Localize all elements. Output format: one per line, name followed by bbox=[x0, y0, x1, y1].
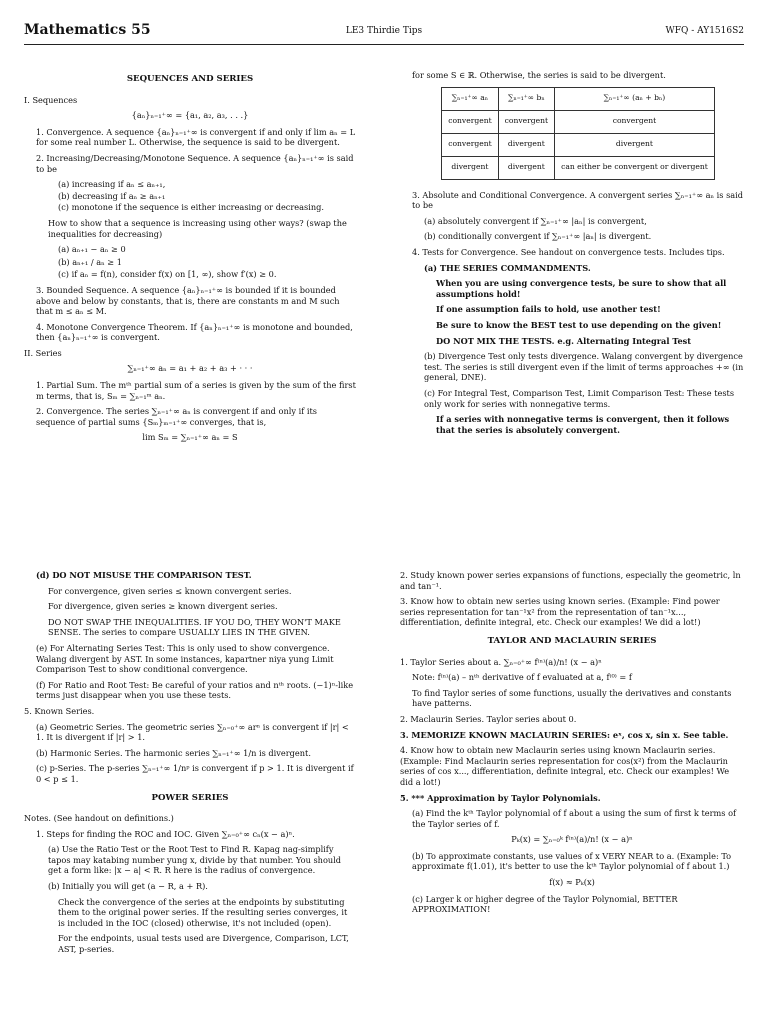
table-row bbox=[442, 87, 715, 110]
list-item: 3. Bounded Sequence. A sequence {aₙ}ₙ₌₁⁺∞ is bounded if it is bounded above and below by constants, that is, there are constants m and M such that m ≤ aₙ ≤ M. bbox=[36, 284, 340, 317]
taylor-title: TAYLOR AND MACLAURIN SERIES bbox=[487, 635, 657, 646]
table-cell: convergent bbox=[555, 110, 715, 133]
table-cell: divergent bbox=[555, 133, 715, 156]
table-cell: convergent bbox=[442, 110, 498, 133]
list-item: (b) Initially you will get (a − R, a + R). bbox=[48, 881, 208, 892]
list-item: (c) monotone if the sequence is either increasing or decreasing. bbox=[58, 202, 324, 213]
table-cell: ∑ₙ₌₁⁺∞ aₙ bbox=[442, 87, 498, 110]
series-definition: ∑ₙ₌₁⁺∞ aₙ = a₁ + a₂ + a₃ + · · · bbox=[127, 363, 253, 374]
list-item: (b) Harmonic Series. The harmonic series ∑ₙ₌₁⁺∞ 1/n is divergent. bbox=[36, 747, 311, 758]
tests-heading: 4. Tests for Convergence. See handout on convergence tests. Includes tips. bbox=[412, 246, 725, 257]
sequence-definition: {aₙ}ₙ₌₁⁺∞ = {a₁, a₂, a₃, . . .} bbox=[131, 110, 249, 121]
list-item: (a) increasing if aₙ ≤ aₙ₊₁, bbox=[58, 179, 166, 190]
list-item: (c) For Integral Test, Comparison Test, Limit Comparison Test: These tests only work for series with nonnegative terms. bbox=[424, 387, 735, 409]
list-item: 2. Study known power series expansions of functions, especially the geometric, ln and tan⁻¹. bbox=[400, 570, 741, 591]
list-item: (c) p-Series. The p-series ∑ₙ₌₁⁺∞ 1/nᵖ is convergent if p > 1. It is divergent if 0 < p ≤ 1. bbox=[36, 763, 354, 784]
page-header bbox=[24, 22, 744, 45]
taylor-polynomial: Pₖ(x) = ∑ₙ₌₀ᵏ f⁽ⁿ⁾(a)/n! (x − a)ⁿ bbox=[511, 834, 633, 845]
list-item: (b) decreasing if aₙ ≥ aₙ₊₁ bbox=[58, 190, 166, 201]
approximation: f(x) ≈ Pₖ(x) bbox=[549, 877, 595, 888]
list-item: (b) aₙ₊₁ / aₙ ≥ 1 bbox=[58, 256, 122, 267]
table-cell: ∑ₙ₌₁⁺∞ (aₙ + bₙ) bbox=[555, 87, 715, 110]
series-table bbox=[441, 87, 715, 180]
list-item: 3. Know how to obtain new series using known series. (Example: Find power series representation for tan⁻¹x² from the representation of tan⁻¹x..., differentiation, definite integral, etc. Check our examples! We did a lot!) bbox=[400, 596, 720, 628]
commandment: When you are using convergence tests, be sure to show that all assumptions hold! bbox=[436, 278, 727, 299]
note-text: To find Taylor series of some functions, usually the derivatives and constants have patterns. bbox=[412, 687, 732, 709]
list-item: 1. Convergence. A sequence {aₙ}ₙ₌₁⁺∞ is convergent if and only if lim aₙ = L for some real number L. Otherwise, the sequence is said to be divergent. bbox=[36, 126, 356, 148]
note-text: For the endpoints, usual tests used are Divergence, Comparison, LCT, AST, p-series. bbox=[58, 933, 349, 955]
table-row bbox=[442, 133, 715, 156]
document-title: LE3 Thirdie Tips bbox=[345, 26, 423, 36]
series-heading: II. Series bbox=[24, 347, 62, 358]
course-code: WFQ - AY1516S2 bbox=[665, 26, 744, 36]
list-item: 3. MEMORIZE KNOWN MACLAURIN SERIES: eˣ, cos x, sin x. See table. bbox=[400, 729, 729, 740]
list-item: (a) Find the kᵗʰ Taylor polynomial of f about a using the sum of first k terms of the Taylor series of f. bbox=[412, 808, 737, 829]
note-text: For convergence, given series ≤ known convergent series. bbox=[48, 585, 292, 596]
table-cell: divergent bbox=[442, 156, 498, 179]
list-item: (b) conditionally convergent if ∑ₙ₌₁⁺∞ |aₙ| is divergent. bbox=[424, 231, 652, 242]
sequences-heading: I. Sequences bbox=[24, 94, 78, 105]
intro-text: for some S ∈ ℝ. Otherwise, the series is said to be divergent. bbox=[412, 70, 666, 80]
list-item: (c) if aₙ = f(n), consider f(x) on [1, ∞), show f′(x) ≥ 0. bbox=[58, 269, 277, 280]
list-item: (a) Geometric Series. The geometric series ∑ₙ₌₀⁺∞ arⁿ is convergent if |r| < 1. It is divergent if |r| > 1. bbox=[36, 721, 349, 743]
section-title: SEQUENCES AND SERIES bbox=[126, 74, 254, 84]
list-item: (a) aₙ₊₁ − aₙ ≥ 0 bbox=[58, 244, 126, 255]
list-item: 4. Monotone Convergence Theorem. If {aₙ}ₙ₌₁⁺∞ is monotone and bounded, then {aₙ}ₙ₌₁⁺∞ is convergent. bbox=[36, 321, 353, 343]
commandments-title: (a) THE SERIES COMMANDMENTS. bbox=[424, 262, 591, 273]
power-series-title: POWER SERIES bbox=[151, 792, 229, 803]
list-item: (c) Larger k or higher degree of the Taylor Polynomial, BETTER APPROXIMATION! bbox=[412, 893, 678, 915]
table-row bbox=[442, 110, 715, 133]
list-item: (b) Divergence Test only tests divergence. Walang convergent by divergence test. The series is still divergent even if the limit of terms approaches +∞ (in general, DNE). bbox=[424, 351, 744, 383]
list-item: 3. Absolute and Conditional Convergence. A convergent series ∑ₙ₌₁⁺∞ aₙ is said to be bbox=[412, 189, 744, 211]
commandment: Be sure to know the BEST test to use depending on the given! bbox=[436, 319, 722, 330]
list-item: 2. Convergence. The series ∑ₙ₌₁⁺∞ aₙ is convergent if and only if its sequence of partial sums {Sₘ}ₘ₌₁⁺∞ converges, that is, bbox=[36, 406, 317, 427]
list-item: (b) To approximate constants, use values of x VERY NEAR to a. (Example: To approximate f(1.01), it's better to use the kᵗʰ Taylor polynomial of f about 1.) bbox=[412, 850, 732, 872]
list-item: 2. Increasing/Decreasing/Monotone Sequence. A sequence {aₙ}ₙ₌₁⁺∞ is said to be bbox=[36, 152, 354, 174]
list-item: 1. Partial Sum. The mᵗʰ partial sum of a series is given by the sum of the first m terms, that is, Sₘ = ∑ₙ₌₁ᵐ aₙ. bbox=[36, 380, 356, 401]
list-item: (a) absolutely convergent if ∑ₙ₌₁⁺∞ |aₙ| is convergent, bbox=[424, 215, 647, 226]
table-cell: ∑ₙ₌₁⁺∞ bₙ bbox=[498, 87, 554, 110]
table-row bbox=[442, 156, 715, 179]
note-text: Check the convergence of the series at the endpoints by substituting them to the original power series. If the resulting series converges, it is included in the IOC (closed) otherwise, it's not included (open). bbox=[58, 896, 348, 928]
list-item: (f) For Ratio and Root Test: Be careful of your ratios and nᵗʰ roots. (−1)ⁿ-like terms just disappear when you use these tests. bbox=[36, 679, 354, 701]
right-column-top bbox=[412, 70, 744, 440]
list-item: 5. *** Approximation by Taylor Polynomials. bbox=[400, 792, 601, 803]
list-item: 4. Know how to obtain new Maclaurin series using known Maclaurin series. (Example: Find Maclaurin series representation for cos(x²) from the Maclaurin series of cos x..., differentiation, definite integral, etc. Check our examples! We did a lot!) bbox=[400, 745, 730, 787]
note-text: Note: f⁽ⁿ⁾(a) – nᵗʰ derivative of f evaluated at a, f⁽⁰⁾ = f bbox=[412, 672, 632, 683]
table-cell: divergent bbox=[498, 133, 554, 156]
list-item: (e) For Alternating Series Test: This is only used to show convergence. Walang divergent by AST. In some instances, kapartner niya yung Limit Comparison Test to show conditional convergence. bbox=[36, 642, 334, 675]
table-cell: convergent bbox=[498, 110, 554, 133]
list-item: 1. Steps for finding the ROC and IOC. Given ∑ₙ₌₀⁺∞ cₙ(x − a)ⁿ. bbox=[36, 828, 295, 839]
note-text: For divergence, given series ≥ known divergent series. bbox=[48, 601, 278, 612]
comparison-warning: (d) DO NOT MISUSE THE COMPARISON TEST. bbox=[36, 570, 252, 580]
left-column-bottom bbox=[24, 570, 356, 960]
list-item: 2. Maclaurin Series. Taylor series about 0. bbox=[400, 713, 577, 724]
table-cell: can either be convergent or divergent bbox=[555, 156, 715, 179]
note-text: DO NOT SWAP THE INEQUALITIES. IF YOU DO, THEY WON'T MAKE SENSE. The series to compare USUALLY LIES IN THE GIVEN. bbox=[48, 616, 341, 638]
commandment: DO NOT MIX THE TESTS. e.g. Alternating Integral Test bbox=[436, 335, 692, 346]
note-text: If a series with nonnegative terms is convergent, then it follows that the series is absolutely convergent. bbox=[436, 414, 730, 435]
table-cell: convergent bbox=[442, 133, 498, 156]
left-column-top bbox=[24, 66, 356, 449]
course-title: Mathematics 55 bbox=[24, 22, 151, 38]
list-item: (a) Use the Ratio Test or the Root Test to Find R. Kapag nag-simplify tapos may katabing number yung x, divide by that number. You should get a form like: |x − a| < R. R here is the radius of convergence. bbox=[48, 844, 342, 876]
list-item: 1. Taylor Series about a. ∑ₙ₌₀⁺∞ f⁽ⁿ⁾(a)/n! (x − a)ⁿ bbox=[400, 656, 602, 667]
note-text: How to show that a sequence is increasing using other ways? (swap the inequalities for decreasing) bbox=[48, 217, 347, 239]
table-cell: divergent bbox=[498, 156, 554, 179]
power-notes: Notes. (See handout on definitions.) bbox=[24, 813, 174, 824]
commandment: If one assumption fails to hold, use another test! bbox=[436, 304, 661, 315]
series-limit: lim Sₘ = ∑ₙ₌₁⁺∞ aₙ = S bbox=[142, 432, 238, 443]
right-column-bottom bbox=[400, 570, 744, 920]
known-series-heading: 5. Known Series. bbox=[24, 705, 95, 716]
